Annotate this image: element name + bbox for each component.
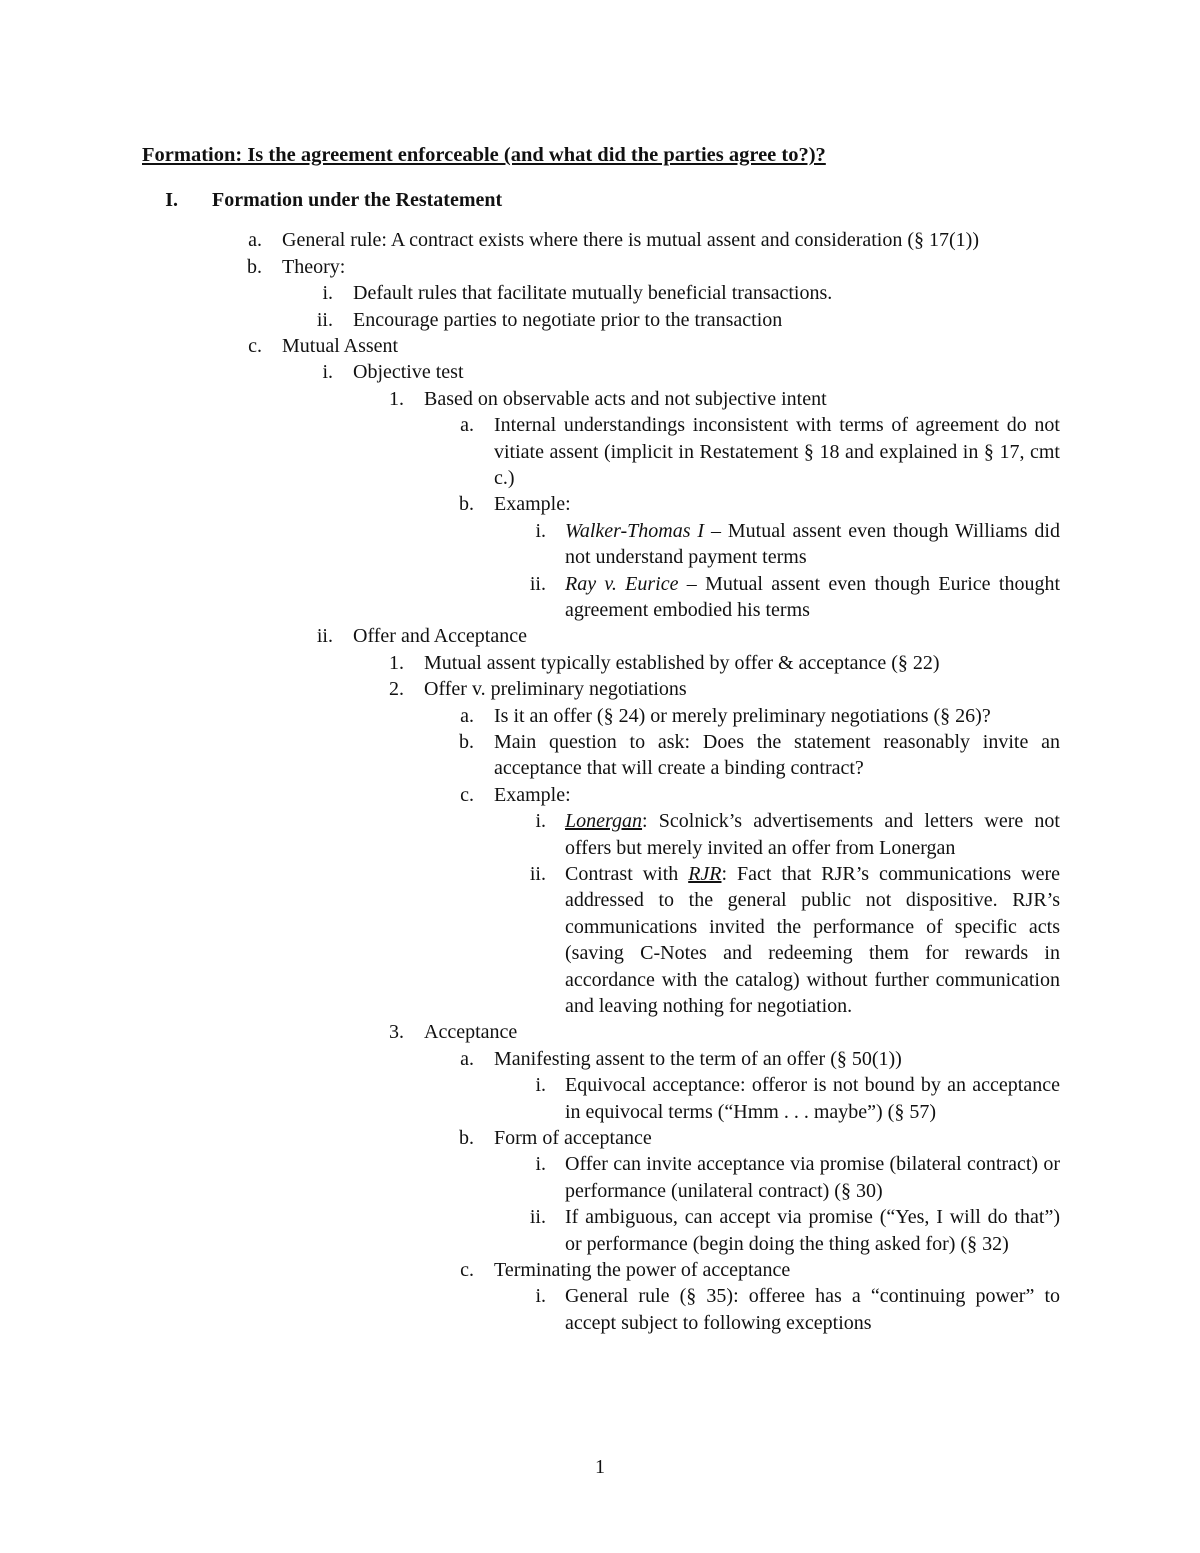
item-marker: 1. (389, 387, 404, 410)
text-run: Example: (494, 493, 571, 516)
item-marker: c. (460, 1259, 474, 1281)
item-text (565, 861, 1060, 1019)
text-run: Is it an offer (§ 24) or merely preliminary negotiations (§ 26)? (494, 704, 991, 727)
item-text (424, 650, 1060, 676)
text-run: Mutual assent typically established by offer & acceptance (§ 22) (424, 651, 940, 674)
item-text (494, 1125, 1060, 1151)
text-run: Offer can invite acceptance via promise (bilateral contract) or performance (unilateral contract) (§ 30) (565, 1153, 1060, 1202)
item-marker: i. (535, 519, 546, 542)
item-marker: c. (460, 783, 474, 806)
text-run: Encourage parties to negotiate prior to the transaction (353, 308, 783, 331)
page-number: 1 (595, 1456, 605, 1478)
item-text (565, 1151, 1060, 1204)
item-text (353, 359, 1060, 385)
item-text (282, 254, 1060, 280)
item-marker: a. (460, 1047, 474, 1070)
case-name: RJR (688, 863, 722, 885)
item-text (424, 1019, 1060, 1045)
item-marker: i. (535, 810, 546, 833)
text-run: Internal understandings inconsistent with terms of agreement do not vitiate assent (implicit in Restatement § 18 and explained in § 17, cmt c.) (494, 414, 1060, 489)
text-run: Manifesting assent to the term of an offer (§ 50(1)) (494, 1047, 902, 1070)
text-run: Offer v. preliminary negotiations (424, 678, 687, 701)
text-run: Equivocal acceptance: offeror is not bound by an acceptance in equivocal terms (“Hmm . . . maybe”) (§ 57) (565, 1074, 1060, 1123)
text-run: Contrast with (565, 863, 689, 885)
case-name: Ray v. Eurice (565, 572, 679, 595)
item-marker: i. (535, 1153, 546, 1176)
item-marker: 2. (389, 678, 404, 701)
item-text (212, 187, 1060, 213)
item-text (565, 1204, 1060, 1257)
item-marker: I. (165, 189, 178, 211)
text-run: Mutual Assent (282, 335, 399, 357)
item-marker: ii. (529, 1206, 546, 1229)
item-marker: b. (459, 493, 474, 516)
item-marker: a. (460, 704, 474, 727)
item-text (565, 808, 1060, 861)
text-run: Formation under the Restatement (212, 189, 503, 211)
item-text (494, 1257, 1060, 1283)
item-marker: b. (459, 731, 474, 753)
text-run: Theory: (282, 255, 346, 278)
item-marker: ii. (316, 308, 333, 331)
item-marker: 1. (389, 651, 404, 674)
item-text (424, 676, 1060, 702)
text-run: Form of acceptance (494, 1127, 652, 1149)
text-run: General rule (§ 35): offeree has a “continuing power” to accept subject to following exceptions (565, 1285, 1060, 1334)
item-marker: ii. (529, 863, 546, 885)
item-text (565, 1283, 1060, 1336)
text-run: Acceptance (424, 1021, 518, 1044)
item-marker: ii. (316, 625, 333, 648)
item-text (494, 491, 1060, 517)
text-run: Main question to ask: Does the statement reasonably invite an acceptance that will create a binding contract? (494, 731, 1060, 780)
item-text (565, 518, 1060, 571)
case-name: Walker-Thomas I (565, 519, 705, 542)
text-run: : Fact that RJR’s communications were addressed to the general public not dispositive. RJR’s communications invited the performance of specific acts (saving C-Notes and redeeming them for rewards in accordance with the catalog) without further communication and leaving nothing for negotiation. (565, 863, 1060, 1018)
item-marker: a. (460, 414, 474, 437)
item-marker: i. (322, 361, 333, 384)
item-text (282, 333, 1060, 359)
text-run: Offer and Acceptance (353, 625, 527, 648)
item-marker: a. (248, 229, 262, 252)
item-marker: b. (459, 1127, 474, 1149)
text-run: Objective test (353, 361, 464, 384)
text-run: Example: (494, 783, 571, 806)
text-run: If ambiguous, can accept via promise (“Yes, I will do that”) or performance (begin doing the thing asked for) (§ 32) (565, 1206, 1060, 1255)
item-marker: i. (535, 1074, 546, 1097)
item-marker: 3. (389, 1021, 404, 1044)
item-text (494, 703, 1060, 729)
item-text (353, 280, 1060, 306)
item-marker: i. (322, 282, 333, 305)
item-text (494, 782, 1060, 808)
item-text (565, 1072, 1060, 1125)
item-marker: b. (247, 255, 262, 278)
item-marker: c. (248, 335, 262, 357)
text-run: : Scolnick’s advertisements and letters were not offers but merely invited an offer from Lonergan (565, 810, 1060, 859)
item-text (565, 571, 1060, 624)
item-marker: i. (535, 1285, 546, 1308)
page-title: Formation: Is the agreement enforceable (and what did the parties agree to?)? (142, 144, 826, 166)
item-text (353, 307, 1060, 333)
item-text (424, 386, 1060, 412)
text-run: General rule: A contract exists where there is mutual assent and consideration (§ 17(1)) (282, 229, 979, 252)
item-text (494, 1046, 1060, 1072)
case-name: Lonergan (565, 810, 643, 833)
text-run: Terminating the power of acceptance (494, 1259, 791, 1281)
item-text (494, 729, 1060, 782)
text-run: – Mutual assent even though Williams did not understand payment terms (565, 519, 1060, 569)
item-marker: ii. (529, 572, 546, 595)
text-run: – Mutual assent even though Eurice thought agreement embodied his terms (565, 572, 1060, 621)
text-run: Default rules that facilitate mutually beneficial transactions. (353, 282, 833, 305)
item-text (494, 412, 1060, 491)
item-text (282, 227, 1060, 253)
text-run: Based on observable acts and not subjective intent (424, 387, 827, 410)
item-text (353, 623, 1060, 649)
